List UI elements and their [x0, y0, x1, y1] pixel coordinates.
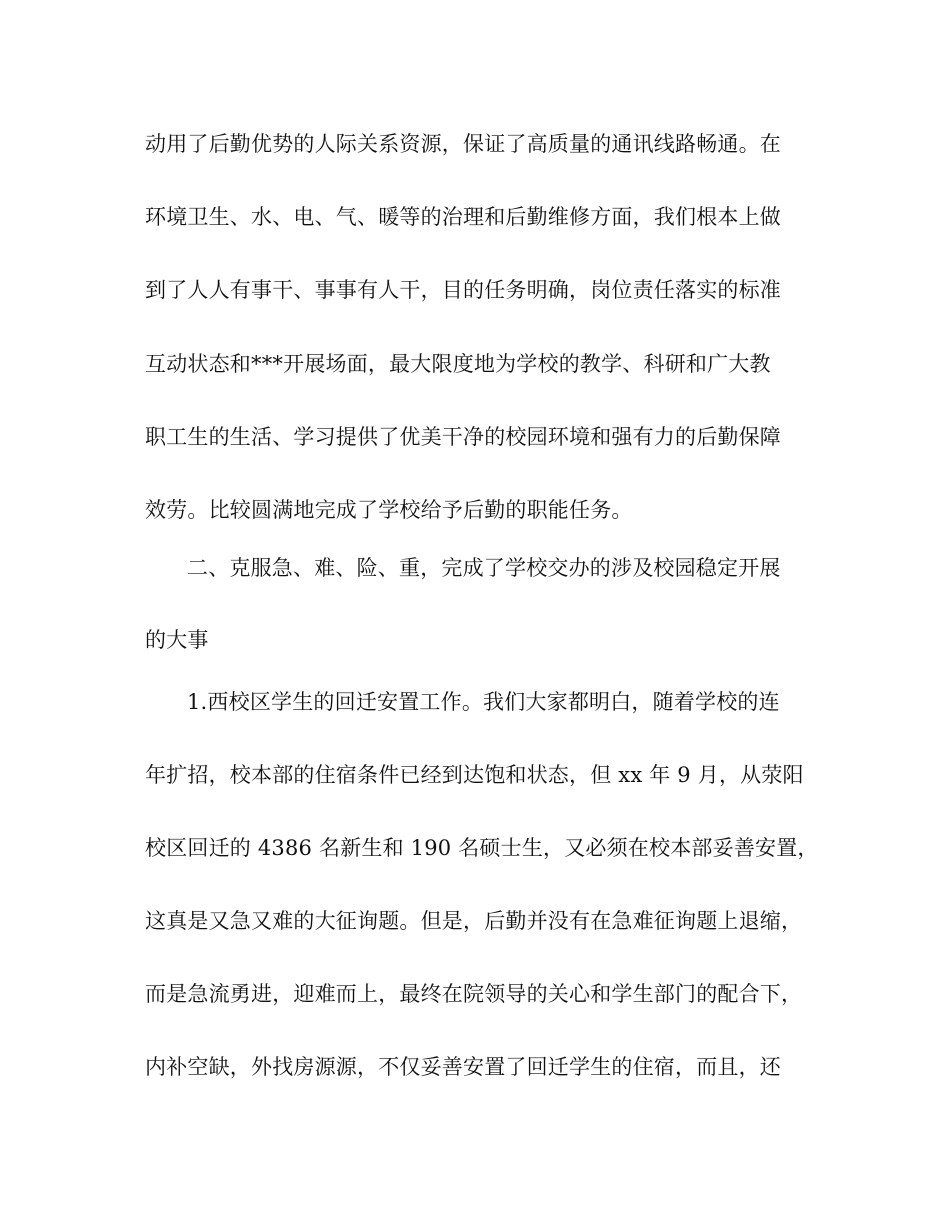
paragraph-line: 效劳。比较圆满地完成了学校给予后勤的职能任务。	[145, 498, 633, 522]
paragraph-line: 内补空缺，外找房源源，不仅妥善安置了回迁学生的住宿，而且，还	[145, 1055, 781, 1079]
paragraph-line: 1.西校区学生的回迁安置工作。我们大家都明白，随着学校的连	[187, 690, 780, 714]
section-heading-line: 二、克服急、难、险、重，完成了学校交办的涉及校园稳定开展	[187, 556, 781, 580]
paragraph-line: 动用了后勤优势的人际关系资源，保证了高质量的通讯线路畅通。在	[145, 132, 781, 156]
paragraph-line: 而是急流勇进，迎难而上，最终在院领导的关心和学生部门的配合下，	[145, 982, 803, 1006]
paragraph-line: 互动状态和***开展场面，最大限度地为学校的教学、科研和广大教	[145, 352, 771, 376]
paragraph-line: 到了人人有事干、事事有人干，目的任务明确，岗位责任落实的标准	[145, 278, 781, 302]
section-heading-line: 的大事	[145, 628, 209, 652]
paragraph-line: 这真是又急又难的大征询题。但是，后勤并没有在急难征询题上退缩，	[145, 909, 803, 933]
paragraph-line: 校区回迁的 4386 名新生和 190 名硕士生，又必须在校本部妥善安置，	[145, 836, 819, 860]
paragraph-line: 年扩招，校本部的住宿条件已经到达饱和状态，但 xx 年 9 月，从荥阳	[145, 763, 804, 787]
paragraph-line: 职工生的生活、学习提供了优美干净的校园环境和强有力的后勤保障	[145, 425, 781, 449]
paragraph-line: 环境卫生、水、电、气、暖等的治理和后勤维修方面，我们根本上做	[145, 205, 781, 229]
